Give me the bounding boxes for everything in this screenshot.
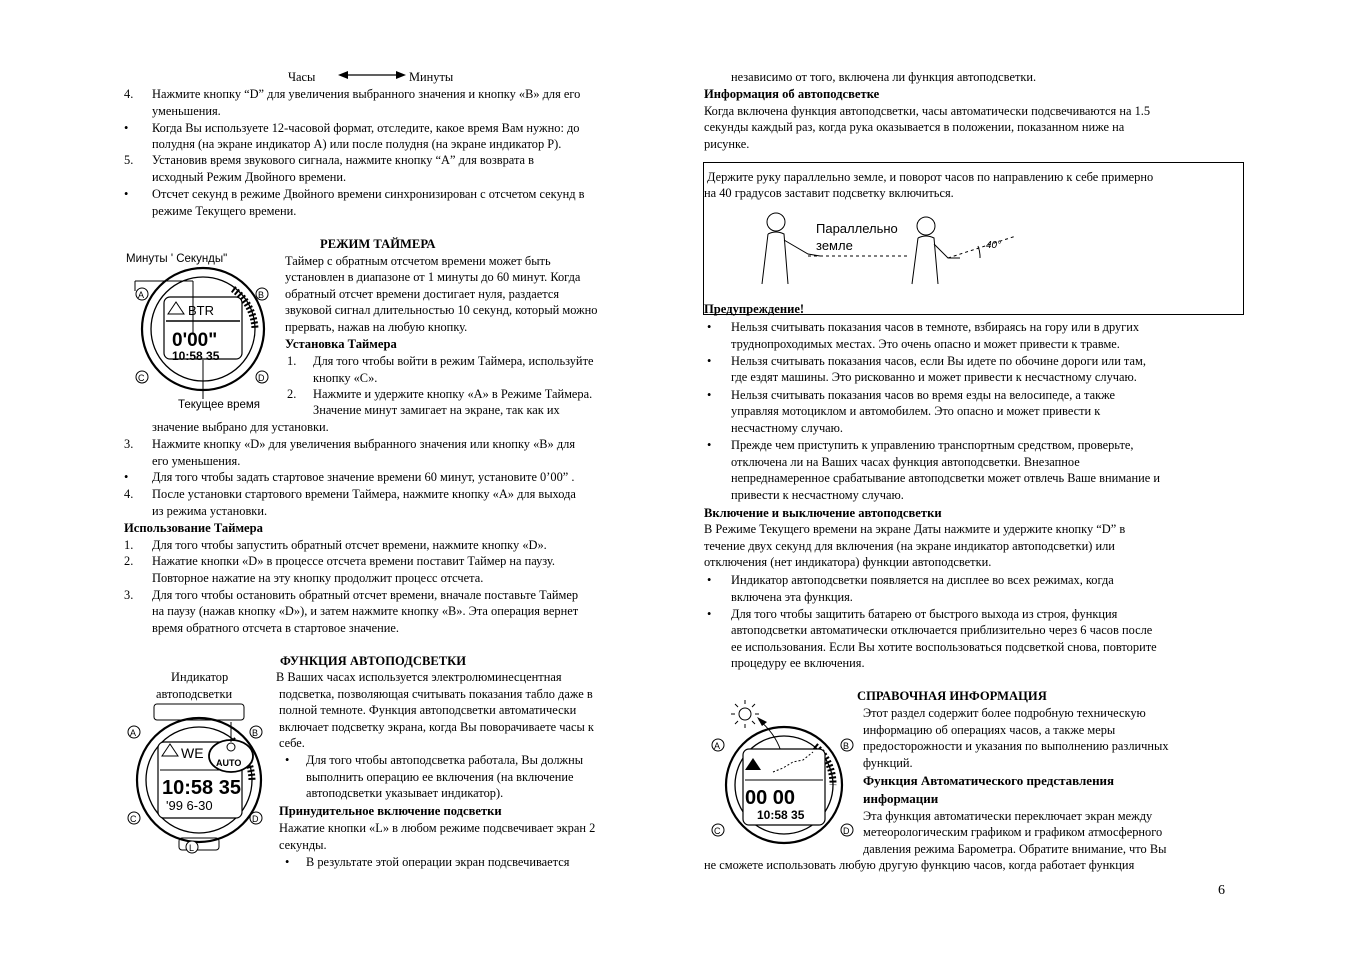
list-item: отключена ли на Ваших часах функция автоподсветки. Внезапное bbox=[731, 455, 1080, 469]
list-item: уменьшения. bbox=[152, 104, 221, 118]
list-item: кнопку «C». bbox=[313, 371, 378, 385]
fig-parallel-label: Параллельно bbox=[816, 221, 898, 236]
paragraph-line: функций. bbox=[863, 756, 913, 770]
list-item: Нажмите и удержите кнопку «A» в Режиме Таймера. bbox=[313, 387, 593, 401]
list-item: Для того чтобы защитить батарею от быстрого выхода из строя, функция bbox=[731, 607, 1118, 621]
list-item: В результате этой операции экран подсвечивается bbox=[306, 855, 570, 869]
button-d-label: D bbox=[843, 826, 850, 836]
list-item: Значение минут замигает на экране, так как их bbox=[313, 403, 560, 417]
list-item: Нажмите кнопку “D” для увеличения выбранного значения и кнопку «B» для его bbox=[152, 87, 581, 101]
button-c-label: C bbox=[138, 373, 145, 383]
list-item: время обратного отсчета в стартовое значение. bbox=[152, 621, 399, 635]
bullet-icon: • bbox=[285, 855, 290, 869]
forced-backlight-title: Принудительное включение подсветки bbox=[279, 804, 502, 818]
paragraph-line: Держите руку параллельно земле, и поворот часов по направлению к себе примерно bbox=[707, 170, 1154, 184]
list-item: его уменьшения. bbox=[152, 454, 241, 468]
fig-display-main: 0'00" bbox=[172, 330, 218, 351]
reference-title: СПРАВОЧНАЯ ИНФОРМАЦИЯ bbox=[857, 689, 1047, 703]
list-item: Прежде чем приступить к управлению транспортным средством, проверьте, bbox=[731, 438, 1134, 452]
fig-angle-label: 40° bbox=[986, 240, 1002, 251]
fig-backlight-label: Индикатор bbox=[171, 670, 229, 684]
page-number: 6 bbox=[1218, 883, 1225, 898]
arm-position-illustration bbox=[748, 206, 1018, 286]
button-a-label: A bbox=[130, 728, 137, 738]
button-a-label: A bbox=[714, 741, 721, 751]
timer-setup-title: Установка Таймера bbox=[285, 337, 397, 351]
list-item: Нельзя считывать показания часов в темноте, взбираясь на гору или в других bbox=[731, 320, 1140, 334]
button-l-label: L bbox=[189, 843, 195, 853]
button-a-label: A bbox=[138, 290, 145, 300]
list-item: Нельзя считывать показания часов во время езды на велосипеде, а также bbox=[731, 388, 1115, 402]
bullet-icon: • bbox=[707, 320, 712, 334]
list-item: труднопроходимых местах. Это очень опасно и может привести к травме. bbox=[731, 337, 1120, 351]
fig-display-mode: BTR bbox=[188, 303, 214, 318]
list-item: Установив время звукового сигнала, нажмите кнопку “A” для возврата в bbox=[152, 153, 534, 167]
paragraph-line: прервать, нажав на любую кнопку. bbox=[285, 320, 468, 334]
list-item: непреднамеренное срабатывание автоподсветки может отвлечь Ваше внимание и bbox=[731, 471, 1161, 485]
fig-weekday: WE bbox=[181, 745, 204, 761]
list-item: несчастному случаю. bbox=[731, 421, 844, 435]
button-c-label: C bbox=[714, 826, 721, 836]
list-item: Нельзя считывать показания часов, если Вы идете по обочине дороги или там, bbox=[731, 354, 1146, 368]
list-marker: 2. bbox=[287, 387, 297, 401]
list-item: где ездят машины. Это рискованно и может привести к несчастному случаю. bbox=[731, 370, 1137, 384]
list-marker: • bbox=[124, 470, 129, 484]
paragraph-line: полной темноте. Функция автоподсветки автоматически bbox=[279, 703, 577, 717]
fig-backlight-time: 10:58 35 bbox=[162, 777, 241, 799]
list-item: автоподсветки автоматически отключается приблизительно через 6 часов после bbox=[731, 623, 1153, 637]
list-marker: 4. bbox=[124, 87, 134, 101]
paragraph-line: секунды каждый раз, когда рука оказывается в положении, показанном ниже на bbox=[704, 120, 1125, 134]
fig-barometer-main: 00 00 bbox=[745, 787, 796, 809]
paragraph-line: Нажатие кнопки «L» в любом режиме подсвечивает экран 2 bbox=[279, 821, 596, 835]
paragraph-line: себе. bbox=[279, 736, 305, 750]
list-item: исходный Режим Двойного времени. bbox=[152, 170, 347, 184]
bullet-icon: • bbox=[707, 438, 712, 452]
list-marker: 5. bbox=[124, 153, 134, 167]
list-item: полудня (на экране индикатор A) или после полудня (на экране индикатор P). bbox=[152, 137, 562, 151]
paragraph-line: установлен в диапазоне от 1 минуты до 60 минут. Когда bbox=[285, 270, 581, 284]
paragraph-line: звуковой сигнал длительностью 10 секунд, который можно bbox=[285, 303, 598, 317]
list-item: Для того чтобы автоподсветка работала, Вы должны bbox=[306, 753, 584, 767]
list-item: Для того чтобы задать стартовое значение времени 60 минут, установите 0’00” . bbox=[152, 470, 575, 484]
list-item: значение выбрано для установки. bbox=[152, 420, 329, 434]
timer-use-title: Использование Таймера bbox=[124, 521, 263, 535]
auto-function-title: информации bbox=[863, 791, 939, 806]
list-item: Для того чтобы остановить обратный отсчет времени, вначале поставьте Таймер bbox=[152, 588, 579, 602]
list-item: Нажмите кнопку «D» для увеличения выбранного значения или кнопку «B» для bbox=[152, 437, 576, 451]
paragraph-line: обратный отсчет времени достигает нуля, раздается bbox=[285, 287, 560, 301]
fig-timer-label-bottom: Текущее время bbox=[178, 399, 261, 411]
bullet-icon: • bbox=[285, 753, 290, 767]
paragraph-line: рисунке. bbox=[704, 137, 750, 151]
paragraph-line: предосторожности и указания по выполнению различных bbox=[863, 739, 1169, 753]
list-marker: 2. bbox=[124, 554, 134, 568]
paragraph-line: метеорологическим графиком и графиком атмосферного bbox=[863, 825, 1163, 839]
list-item: автоподсветки указывает индикатор). bbox=[306, 786, 504, 800]
button-b-label: B bbox=[258, 290, 265, 300]
fig-backlight-label: автоподсветки bbox=[156, 687, 233, 701]
fig-auto-label: AUTO bbox=[216, 758, 242, 768]
paragraph-line: не сможете использовать любую другую функцию часов, когда работает функция bbox=[704, 858, 1135, 872]
arrow-left-label: Часы bbox=[288, 70, 316, 84]
paragraph-line: Когда включена функция автоподсветки, часы автоматически подсвечиваются на 1.5 bbox=[704, 104, 1151, 118]
paragraph-line: В Режиме Текущего времени на экране Даты нажмите и удержите кнопку “D” в bbox=[704, 522, 1126, 536]
double-arrow-icon bbox=[338, 70, 406, 82]
bullet-icon: • bbox=[707, 354, 712, 368]
fig-backlight-date: '99 6-30 bbox=[166, 798, 213, 813]
paragraph-line: независимо от того, включена ли функция автоподсветки. bbox=[731, 70, 1037, 84]
fig-display-time: 10:58 35 bbox=[172, 349, 220, 363]
button-c-label: C bbox=[130, 814, 137, 824]
backlight-title: ФУНКЦИЯ АВТОПОДСВЕТКИ bbox=[280, 654, 467, 668]
auto-function-title: Функция Автоматического представления bbox=[863, 773, 1115, 788]
list-marker: 3. bbox=[124, 437, 134, 451]
onoff-title: Включение и выключение автоподсветки bbox=[704, 506, 942, 520]
list-item: После установки стартового времени Таймера, нажмите кнопку «A» для выхода bbox=[152, 487, 576, 501]
list-item: привести к несчастному случаю. bbox=[731, 488, 904, 502]
list-item: на паузу (нажав кнопку «D»), и затем нажмите кнопку «B». Эта операция вернет bbox=[152, 604, 579, 618]
button-d-label: D bbox=[252, 814, 259, 824]
paragraph-line: отключения (нет индикатора) функции автоподсветки. bbox=[704, 555, 992, 569]
list-item: процедуру ее включения. bbox=[731, 656, 865, 670]
timer-watch-figure bbox=[128, 264, 278, 404]
bullet-icon: • bbox=[707, 388, 712, 402]
button-d-label: D bbox=[258, 373, 265, 383]
backlight-watch-figure bbox=[124, 702, 274, 854]
list-item: ее использования. Если Вы хотите воспользоваться подсветкой снова, повторите bbox=[731, 640, 1157, 654]
paragraph-line: на 40 градусов заставит подсветку включиться. bbox=[704, 186, 954, 200]
list-item: включена эта функция. bbox=[731, 590, 853, 604]
barometer-watch-figure bbox=[707, 700, 857, 845]
paragraph-line: включает подсветку экрана, когда Вы поворачиваете часы к bbox=[279, 720, 594, 734]
list-marker: • bbox=[124, 187, 129, 201]
button-b-label: B bbox=[252, 728, 259, 738]
list-item: Для того чтобы запустить обратный отсчет времени, нажмите кнопку «D». bbox=[152, 538, 547, 552]
timer-title: РЕЖИМ ТАЙМЕРА bbox=[320, 237, 436, 251]
list-marker: 1. bbox=[287, 354, 297, 368]
list-item: режиме Текущего времени. bbox=[152, 204, 297, 218]
list-item: Когда Вы используете 12-часовой формат, отследите, какое время Вам нужно: до bbox=[152, 121, 580, 135]
paragraph-line: Этот раздел содержит более подробную техническую bbox=[863, 706, 1146, 720]
list-item: Отсчет секунд в режиме Двойного времени синхронизирован с отсчетом секунд в bbox=[152, 187, 585, 201]
bullet-icon: • bbox=[707, 573, 712, 587]
paragraph-line: давления режима Барометра. Обратите внимание, что Вы bbox=[863, 842, 1167, 856]
button-b-label: B bbox=[843, 741, 850, 751]
warning-title: Предупреждение! bbox=[704, 302, 805, 316]
list-item: Нажатие кнопки «D» в процессе отсчета времени поставит Таймер на паузу. bbox=[152, 554, 555, 568]
list-item: Для того чтобы войти в режим Таймера, используйте bbox=[313, 354, 594, 368]
paragraph-line: секунды. bbox=[279, 838, 327, 852]
list-item: выполнить операцию ее включения (на включение bbox=[306, 770, 574, 784]
list-item: из режима установки. bbox=[152, 504, 268, 518]
info-title: Информация об автоподсветке bbox=[704, 87, 880, 101]
paragraph-line: Эта функция автоматически переключает экран между bbox=[863, 809, 1153, 823]
list-marker: • bbox=[124, 121, 129, 135]
list-item: Индикатор автоподсветки появляется на дисплее во всех режимах, когда bbox=[731, 573, 1114, 587]
paragraph-line: Таймер с обратным отсчетом времени может быть bbox=[285, 254, 551, 268]
fig-ground-label: земле bbox=[816, 238, 853, 253]
paragraph-line: подсветка, позволяющая считывать показания табло даже в bbox=[279, 687, 593, 701]
bullet-icon: • bbox=[707, 607, 712, 621]
paragraph-line: информацию об операциях часов, а также меры bbox=[863, 723, 1116, 737]
fig-timer-label-top: Минуты ' Секунды" bbox=[126, 253, 228, 265]
list-marker: 3. bbox=[124, 588, 134, 602]
list-marker: 4. bbox=[124, 487, 134, 501]
fig-barometer-time: 10:58 35 bbox=[757, 808, 805, 822]
list-marker: 1. bbox=[124, 538, 134, 552]
list-item: Повторное нажатие на эту кнопку продолжит процесс отсчета. bbox=[152, 571, 484, 585]
paragraph-line: В Ваших часах используется электролюминесцентная bbox=[276, 670, 562, 684]
list-item: управляя мотоциклом и автомобилем. Это опасно и может привести к bbox=[731, 404, 1101, 418]
paragraph-line: течение двух секунд для включения (на экране индикатор автоподсветки) или bbox=[704, 539, 1115, 553]
arrow-right-label: Минуты bbox=[409, 70, 454, 84]
